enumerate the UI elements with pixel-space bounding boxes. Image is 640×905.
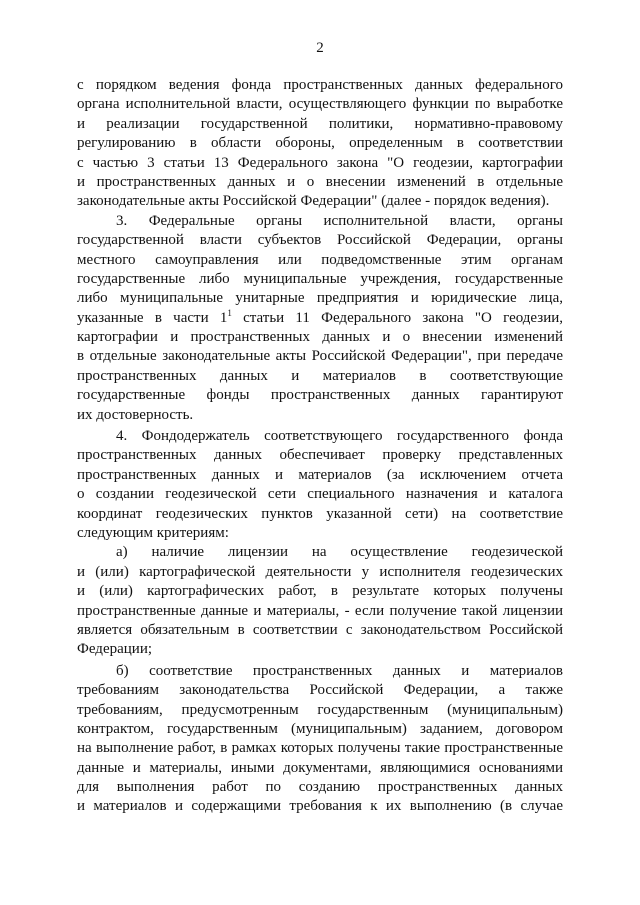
- text-line: и пространственных данных и о внесении изменений в отдельные: [77, 173, 563, 190]
- text-line-with-superscript: [77, 309, 563, 328]
- text-line: пространственных данных и материалов в соответствующие: [77, 367, 563, 384]
- text-line: местного самоуправления или подведомственные этим органам: [77, 251, 563, 268]
- text-line: 3. Федеральные органы исполнительной власти, органы: [116, 212, 563, 229]
- paragraph-item-a: [77, 543, 563, 659]
- text-line: регулированию в области обороны, определенным в соответствии: [77, 135, 563, 152]
- text-line: является обязательным в соответствии с законодательством Российской: [77, 621, 563, 638]
- text-line: пространственных данных и материалов (за исключением отчета: [77, 466, 563, 483]
- text-line: государственной власти субъектов Российской Федерации, органы: [77, 232, 563, 249]
- text-line: о создании геодезической сети специального назначения и каталога: [77, 486, 563, 503]
- text-line: и (или) картографической деятельности у исполнителя геодезических: [77, 563, 563, 580]
- text-line: в отдельные законодательные акты Российской Федерации", при передаче: [77, 348, 563, 365]
- text-line: их достоверность.: [77, 406, 194, 423]
- superscript: 1: [227, 308, 232, 318]
- text-line: контрактом, государственным (муниципальным) заданием, договором: [77, 720, 563, 737]
- text-line: следующим критериям:: [77, 524, 229, 541]
- document-body: [77, 76, 563, 817]
- text-line: с порядком ведения фонда пространственных данных федерального: [77, 77, 563, 93]
- text-line: а) наличие лицензии на осуществление геодезической: [116, 544, 563, 561]
- text-line: на выполнение работ, в рамках которых получены такие пространственные: [77, 740, 563, 757]
- text-line: и (или) картографических работ, в результате которых получены: [77, 583, 563, 600]
- page-number: 2: [316, 40, 324, 56]
- text-line: 4. Фондодержатель соответствующего государственного фонда: [116, 428, 563, 445]
- text-line: с частью 3 статьи 13 Федерального закона "О геодезии, картографии: [77, 154, 563, 171]
- text-line: и реализации государственной политики, нормативно-правовому: [77, 115, 563, 132]
- text-line: государственные либо муниципальные учреждения, государственные: [77, 270, 563, 287]
- text-line: данные и материалы, иными документами, являющимися основаниями: [77, 759, 563, 776]
- text-line: б) соответствие пространственных данных и материалов: [116, 662, 563, 679]
- text-segment: указанные в части 1: [77, 309, 228, 326]
- paragraph-3: [77, 212, 563, 425]
- text-line: пространственные данные и материалы, - если получение такой лицензии: [77, 602, 563, 619]
- text-line: требованиям, предусмотренным государственным (муниципальным): [77, 701, 563, 718]
- text-line: либо муниципальные унитарные предприятия и юридические лица,: [77, 290, 563, 307]
- text-line: пространственных данных обеспечивает проверку представленных: [77, 447, 563, 464]
- paragraph-4: [77, 427, 563, 543]
- text-line: требованиям законодательства Российской Федерации, а также: [77, 682, 563, 699]
- text-segment: статьи 11 Федерального закона "О геодезии,: [231, 309, 563, 326]
- text-line: законодательные акты Российской Федерации" (далее - порядок ведения).: [77, 193, 550, 210]
- text-line: Федерации;: [77, 641, 153, 658]
- text-line: картографии и пространственных данных и о внесении изменений: [77, 329, 563, 346]
- text-line: органа исполнительной власти, осуществляющего функции по выработке: [77, 96, 563, 113]
- text-line: государственные фонды пространственных данных гарантируют: [77, 387, 563, 404]
- paragraph-continuation: [77, 76, 563, 212]
- text-line: для выполнения работ по созданию пространственных данных: [77, 779, 563, 796]
- text-line: координат геодезических пунктов указанной сети) на соответствие: [77, 505, 563, 522]
- text-line: и материалов и содержащими требования к их выполнению (в случае: [77, 798, 563, 815]
- paragraph-item-b: [77, 662, 563, 817]
